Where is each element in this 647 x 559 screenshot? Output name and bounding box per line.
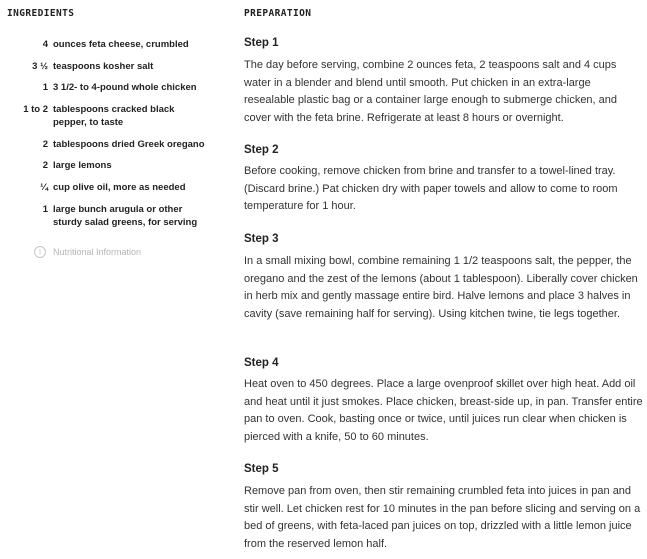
step-title: Step 1 [244,37,279,49]
step-body: In a small mixing bowl, combine remaining 1 1/2 teaspoons salt, the pepper, the oregano and the zest of the lemons (about 1 tablespoon). Liberally cover chicken in herb mix and gently massage entire bird. Halve lemons and place 3 halves in cavity (save remaining half for serving). Using kitchen twine, tie legs together. [244,255,638,320]
step-body: The day before serving, combine 2 ounces feta, 2 teaspoons salt and 4 cups water in a blender and blend until smooth. Put chicken in an extra-large resealable plastic bag or a container large enough to submerge chicken, and cover with the feta brine. Refrigerate at least 8 hours or overnight. [244,59,618,124]
ingredient-text: ounces feta cheese, crumbled [53,39,189,50]
step-title: Step 3 [244,233,279,245]
preparation-heading: PREPARATION [244,8,312,19]
step-title: Step 5 [244,463,279,475]
step-body: Before cooking, remove chicken from brine and transfer to a towel-lined tray. (Discard brine.) Pat chicken dry with paper towels and allow to come to room temperature for 1 hour. [244,165,618,213]
nutritional-information-label: Nutritional Information [53,247,142,257]
ingredient-quantity: 1 [42,204,48,215]
ingredient-quantity: 2 [42,160,48,171]
step-title: Step 4 [244,357,279,369]
ingredient-text: teaspoons kosher salt [53,61,154,72]
step-title: Step 2 [244,144,279,156]
ingredient-text: tablespoons dried Greek oregano [53,139,205,150]
nutritional-information-link[interactable] [34,246,141,258]
ingredient-quantity: 1 [42,82,48,93]
ingredient-quantity: 1 to 2 [23,104,48,115]
step-body: Remove pan from oven, then stir remaining crumbled feta into juices in pan and stir well. Let chicken rest for 10 minutes in the pan before slicing and serving on a bed of greens, with feta-laced pan juices on top, drizzled with a little lemon juice from the reserved lemon half. [244,485,641,550]
ingredient-text: cup olive oil, more as needed [53,182,186,193]
ingredient-quantity: 2 [42,139,48,150]
ingredient-text: large lemons [53,160,112,171]
ingredient-quantity: ¼ [40,182,48,193]
ingredient-text: large bunch arugula or other sturdy salad greens, for serving [53,204,198,228]
ingredients-heading: INGREDIENTS [7,8,75,19]
ingredient-text: 3 1/2- to 4-pound whole chicken [53,82,197,93]
step-body: Heat oven to 450 degrees. Place a large ovenproof skillet over high heat. Add oil and heat until it just smokes. Place chicken, breast-side up, in pan. Transfer entire pan to oven. Cook, basting once or twice, until juices run clear when chicken is pierced with a knife, 50 to 60 minutes. [244,378,643,443]
ingredient-text: tablespoons cracked black pepper, to taste [53,104,175,128]
info-icon: i [34,246,46,258]
ingredient-quantity: 3 ½ [32,61,48,72]
ingredient-quantity: 4 [42,39,48,50]
